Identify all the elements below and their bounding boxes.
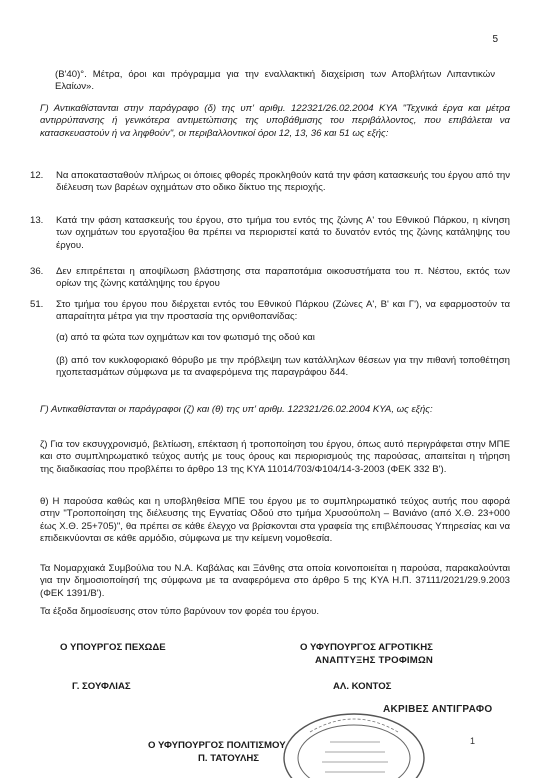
list-item bbox=[30, 170, 510, 210]
item-number: 12. bbox=[30, 170, 44, 181]
signature-name-souflias: Γ. ΣΟΥΦΛΙΑΣ bbox=[72, 681, 131, 692]
intro-paragraph: (Β'40)°. Μέτρα, όροι και πρόγραμμα για την εναλλακτική διαχείριση των Αποβλήτων Λιπαντικών Ελαίων». bbox=[55, 69, 495, 93]
list-item bbox=[30, 299, 510, 327]
signature-title-anaptyxis: ΑΝΑΠΤΥΞΗΣ ΤΡΟΦΙΜΩΝ bbox=[315, 655, 433, 666]
certified-copy-stamp: ΑΚΡΙΒΕΣ ΑΝΤΙΓΡΑΦΟ bbox=[383, 704, 493, 715]
list-item bbox=[30, 266, 510, 294]
item-number: 36. bbox=[30, 266, 44, 277]
page-number: 5 bbox=[492, 34, 498, 45]
sub-item-a: (α) από τα φώτα των οχημάτων και τον φωτισμό της οδού και bbox=[56, 332, 315, 343]
signature-title-pexode: Ο ΥΠΟΥΡΓΟΣ ΠΕΧΩΔΕ bbox=[60, 642, 166, 653]
official-seal-icon bbox=[270, 712, 430, 778]
signature-name-tatoulis: Π. ΤΑΤΟΥΛΗΣ bbox=[198, 753, 260, 764]
item-text: Να αποκατασταθούν πλήρως οι όποιες φθορές προκληθούν κατά την φάση κατασκευής του έργου από την διέλευση των βαρέων οχημάτων στο οδικο δίκτυο της περιοχής. bbox=[56, 170, 510, 194]
item-number: 51. bbox=[30, 299, 44, 310]
handwritten-mark: 1 bbox=[470, 736, 476, 746]
signature-title-politismou: Ο ΥΦΥΠΟΥΡΓΟΣ ΠΟΛΙΤΙΣΜΟΥ bbox=[148, 740, 286, 751]
signature-name-kontos: ΑΛ. ΚΟΝΤΟΣ bbox=[333, 681, 392, 692]
signature-title-agrotikis: Ο ΥΦΥΠΟΥΡΓΟΣ ΑΓΡΟΤΙΚΗΣ bbox=[300, 642, 433, 653]
paragraph-z: ζ) Για τον εκσυγχρονισμό, βελτίωση, επέκταση ή τροποποίηση του έργου, όπως αυτό περιγράφεται στην ΜΠΕ και στο συμπληρωματικό τεύχος αυτής με τους όρους και περιορισμούς της παρούσας, απαιτείται η τήρηση της διαδικασίας που προβλέπει το άρθρο 13 της ΚΥΑ 11014/703/Φ104/14-3-2003 (ΦΕΚ 332 Β'). bbox=[40, 439, 510, 475]
paragraph-nomarchies: Τα Νομαρχιακά Συμβούλια του Ν.Α. Καβάλας και Ξάνθης στα οποία κοινοποιείται η παρούσα, παρακαλούνται για την δημοσιοποίησή της σύμφωνα με τα αναφερόμενα στο άρθρο 5 της ΚΥΑ Η.Π. 37111/2021/29.9.2003 (ΦΕΚ 1391/Β'). bbox=[40, 563, 510, 599]
section-g1-heading: Γ) Αντικαθίστανται στην παράγραφο (δ) της υπ' αριθμ. 122321/26.02.2004 ΚΥΑ "Τεχνικά έργα και μέτρα αντιρρύπανσης ή γενικότερα αντιμετώπισης της υποβάθμισης του περιβάλλοντος, που επιβάλεται να κατασκευαστούν ή να ληφθούν", οι περιβαλλοντικοί όροι 12, 13, 36 και 51 ως εξής: bbox=[40, 103, 510, 139]
item-text: Στο τμήμα του έργου που διέρχεται εντός του Εθνικού Πάρκου (Ζώνες Α', Β' και Γ'), να εφαρμοστούν τα απαραίτητα μέτρα για την προστασία της ορνιθοπανίδας: bbox=[56, 299, 510, 323]
item-number: 13. bbox=[30, 215, 44, 226]
section-g2-heading: Γ) Αντικαθίστανται οι παράγραφοι (ζ) και (θ) της υπ' αριθμ. 122321/26.02.2004 ΚΥΑ, ως εξής: bbox=[40, 404, 433, 415]
paragraph-expenses: Τα έξοδα δημοσίευσης στον τύπο βαρύνουν τον φορέα του έργου. bbox=[40, 606, 320, 617]
item-text: Δεν επιτρέπεται η αποψίλωση βλάστησης στα παραποτάμια οικοσυστήματα του π. Νέστου, εκτός των ορίων της ζώνης κατάληψης του έργου bbox=[56, 266, 510, 290]
item-text: Κατά την φάση κατασκευής του έργου, στο τμήμα του εντός της ζώνης Α' του Εθνικού Πάρκου, η κίνηση των οχημάτων του εργοταξίου θα πρέπει να περιοριστεί κατά το δυνατόν εντός της ζώνης κατάληψης του έργου. bbox=[56, 215, 510, 251]
sub-item-b: (β) από τον κυκλοφοριακό θόρυβο με την πρόβλεψη των κατάλληλων θέσεων για την πιθανή τοποθέτηση ηχοπετασμάτων σύμφωνα με τα αναφερόμενα της παραγράφου δ44. bbox=[56, 355, 510, 379]
paragraph-th: θ) Η παρούσα καθώς και η υποβληθείσα ΜΠΕ του έργου με το συμπληρωματικό τεύχος αυτής που αφορά στην "Τροποποίηση της διέλευσης της Εγνατίας Οδού στο τμήμα Χρυσούπολη – Βανιάνο (από Χ.Θ. 23+000 έως Χ.Θ. 25+705)", θα πρέπει σε κάθε έλεγχο να βρίσκονται στα γραφεία της επιβλέπουσας Υπηρεσίας και να επιδεικνύονται σε κάθε αρμόδιο, σύμφωνα με την κείμενη νομοθεσία. bbox=[40, 496, 510, 545]
list-item bbox=[30, 215, 510, 255]
